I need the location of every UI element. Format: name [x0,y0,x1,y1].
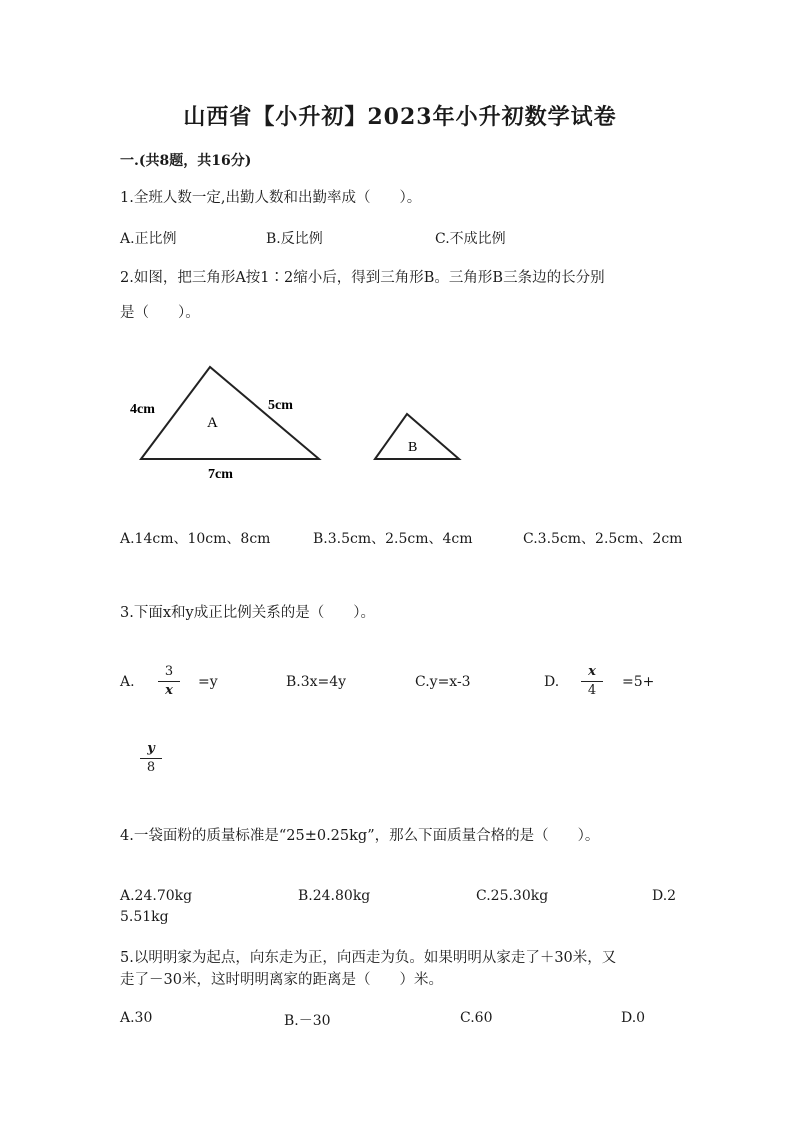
question-3-option-a-fraction [158,664,180,699]
question-3-option-d-rest: =5+ [622,674,655,690]
question-4-option-d: D.2 [652,888,677,904]
triangle-a [141,367,319,459]
question-3-option-c: C.y=x-3 [415,674,471,690]
question-5-text-line1: 5.以明明家为起点，向东走为正，向西走为负。如果明明从家走了＋30米，又 [120,950,617,966]
question-3-option-d-label: D. [544,674,560,690]
question-1-option-a: A.正比例 [120,231,177,247]
triangle-figure [120,355,480,485]
question-5-option-a: A.30 [120,1010,153,1026]
question-1-option-b: B.反比例 [266,231,323,247]
question-4-option-a: A.24.70kg [120,888,193,904]
question-3-option-a-rest: =y [198,674,218,690]
question-1-option-c: C.不成比例 [435,231,506,247]
fraction-numerator: x [581,664,603,682]
question-2-option-b: B.3.5cm、2.5cm、4cm [313,531,473,547]
question-3-option-d-fraction-2 [140,741,162,776]
question-5-option-c: C.60 [460,1010,493,1026]
question-3-text: 3.下面x和y成正比例关系的是（ ）。 [120,605,375,621]
question-2-text-line2: 是（ ）。 [120,305,200,321]
question-5-text-line2: 走了－30米，这时明明离家的距离是（ ）米。 [120,972,443,988]
question-1-text: 1.全班人数一定,出勤人数和出勤率成（ ）。 [120,190,422,206]
fraction-denominator: 4 [587,683,597,698]
question-2-text-line1: 2.如图，把三角形A按1∶2缩小后，得到三角形B。三角形B三条边的长分别 [120,270,605,286]
fraction-numerator: y [140,741,162,759]
question-4-option-c: C.25.30kg [476,888,549,904]
section-header: 一.(共8题，共16分) [120,153,252,169]
question-4-option-d-continued: 5.51kg [120,909,169,925]
side-left-label: 4cm [130,402,155,417]
fraction-numerator: 3 [158,664,180,682]
question-5-option-d: D.0 [621,1010,646,1026]
question-3-option-d-fraction-1 [581,664,603,699]
page-title: 山西省【小升初】2023年小升初数学试卷 [183,104,617,130]
question-3-option-b: B.3x=4y [286,674,347,690]
question-3-option-a-label: A. [120,674,135,690]
triangle-a-label: A [207,415,218,431]
fraction-denominator: 8 [146,760,156,775]
question-2-option-c: C.3.5cm、2.5cm、2cm [523,531,683,547]
question-4-text: 4.一袋面粉的质量标准是“25±0.25kg”，那么下面质量合格的是（ ）。 [120,828,600,844]
triangle-b-label: B [408,440,418,455]
question-5-option-b: B.－30 [284,1013,331,1029]
side-right-label: 5cm [268,398,293,413]
fraction-denominator: x [165,683,173,698]
question-2-option-a: A.14cm、10cm、8cm [120,531,271,547]
question-4-option-b: B.24.80kg [298,888,371,904]
side-bottom-label: 7cm [208,467,233,482]
